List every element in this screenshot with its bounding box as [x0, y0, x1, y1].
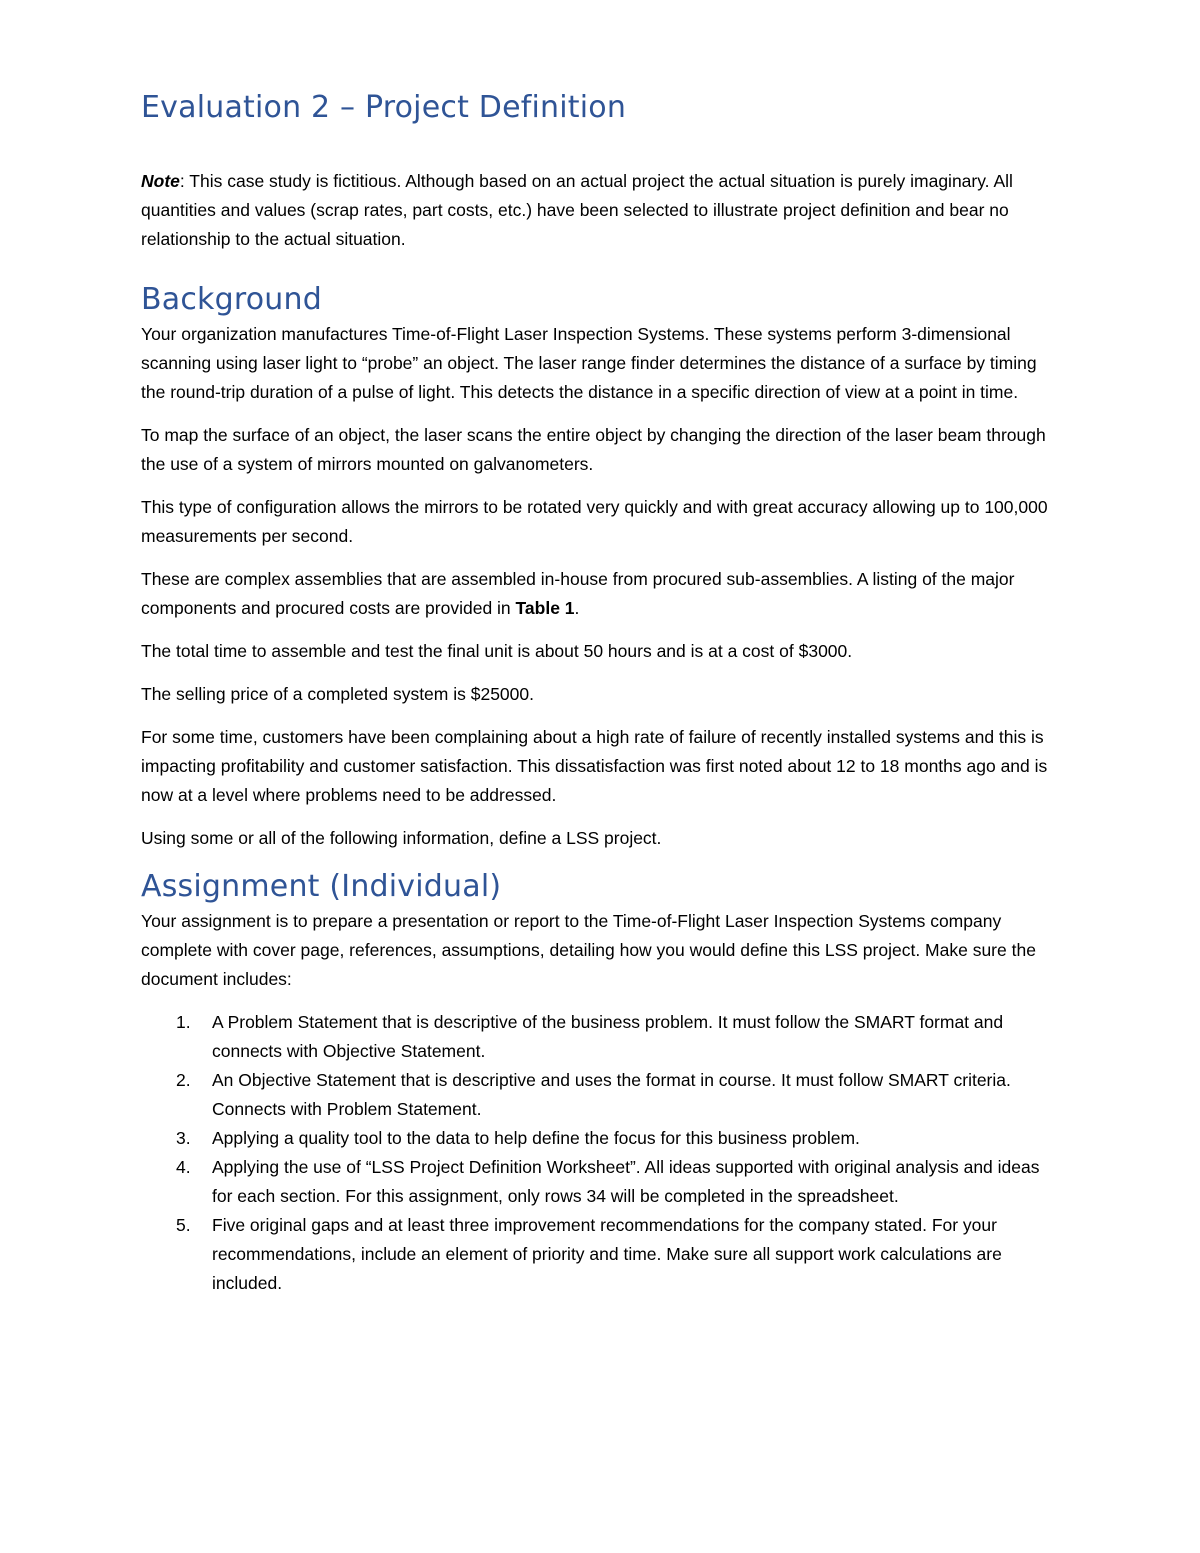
document-page: [141, 80, 1061, 1298]
list-item: [141, 1124, 1061, 1153]
list-item-text: Five original gaps and at least three improvement recommendations for the company stated. For your recommendations, include an element of priority and time. Make sure all support work calculations are included.: [212, 1215, 1002, 1293]
list-item-text: Applying the use of “LSS Project Definition Worksheet”. All ideas supported with original analysis and ideas for each section. For this assignment, only rows 34 will be completed in the spreadsheet.: [212, 1157, 1040, 1206]
list-item: [141, 1153, 1061, 1211]
background-p4-end: .: [574, 598, 580, 618]
background-paragraph-8: Using some or all of the following information, define a LSS project.: [141, 828, 662, 848]
list-item-text: An Objective Statement that is descriptive and uses the format in course. It must follow SMART criteria. Connects with Problem Statement.: [212, 1070, 1011, 1119]
list-item-number: 3.: [176, 1128, 191, 1148]
assignment-intro: Your assignment is to prepare a presentation or report to the Time-of-Flight Laser Inspection Systems company complete with cover page, references, assumptions, detailing how you would define this LSS project. Make sure the document includes:: [141, 911, 1036, 989]
background-heading: Background: [141, 282, 322, 317]
background-paragraph-6: The selling price of a completed system is $25000.: [141, 684, 534, 704]
background-paragraph-5: The total time to assemble and test the final unit is about 50 hours and is at a cost of $3000.: [141, 641, 853, 661]
background-paragraph-1: Your organization manufactures Time-of-Flight Laser Inspection Systems. These systems perform 3-dimensional scanning using laser light to “probe” an object. The laser range finder determines the distance of a surface by timing the round-trip duration of a pulse of light. This detects the distance in a specific direction of view at a point in time.: [141, 324, 1037, 402]
list-item: [141, 1008, 1061, 1066]
list-item-text: A Problem Statement that is descriptive of the business problem. It must follow the SMART format and connects with Objective Statement.: [212, 1012, 1004, 1061]
note-label: Note: [141, 171, 180, 191]
list-item-number: 1.: [176, 1012, 191, 1032]
list-item: [141, 1211, 1061, 1298]
requirements-list: [141, 1008, 1061, 1298]
background-p4-text: These are complex assemblies that are assembled in-house from procured sub-assemblies. A listing of the major components and procured costs are provided in: [141, 569, 1015, 618]
list-item-number: 5.: [176, 1215, 191, 1235]
table-reference: Table 1: [515, 598, 575, 618]
background-paragraph-2: To map the surface of an object, the laser scans the entire object by changing the direction of the laser beam through the use of a system of mirrors mounted on galvanometers.: [141, 425, 1046, 474]
list-item-text: Applying a quality tool to the data to help define the focus for this business problem.: [212, 1128, 860, 1148]
background-paragraph-7: For some time, customers have been complaining about a high rate of failure of recently installed systems and this is impacting profitability and customer satisfaction. This dissatisfaction was first noted about 12 to 18 months ago and is now at a level where problems need to be addressed.: [141, 727, 1048, 805]
background-paragraph-3: This type of configuration allows the mirrors to be rotated very quickly and with great accuracy allowing up to 100,000 measurements per second.: [141, 497, 1048, 546]
list-item: [141, 1066, 1061, 1124]
note-text: : This case study is fictitious. Although based on an actual project the actual situation is purely imaginary. All quantities and values (scrap rates, part costs, etc.) have been selected to illustrate project definition and bear no relationship to the actual situation.: [141, 171, 1013, 249]
document-title: Evaluation 2 – Project Definition: [141, 90, 627, 125]
note-paragraph: [141, 167, 1061, 254]
assignment-heading: Assignment (Individual): [141, 869, 502, 904]
background-paragraph-4: [141, 565, 1061, 623]
list-item-number: 2.: [176, 1070, 191, 1090]
list-item-number: 4.: [176, 1157, 191, 1177]
